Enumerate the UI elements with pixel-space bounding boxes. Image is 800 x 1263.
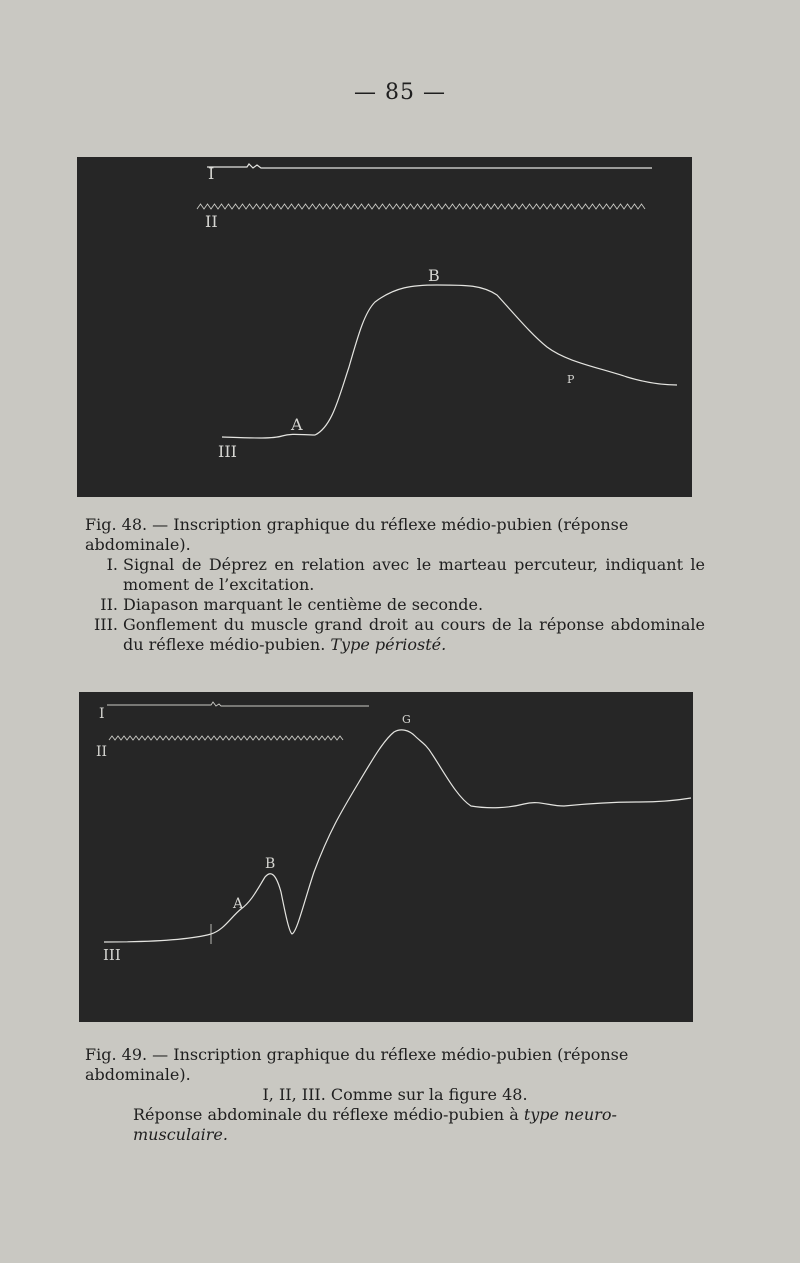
fig48-label-B: B — [428, 266, 440, 285]
fig49-caption-line-2: I, II, III. Comme sur la figure 48. — [262, 1085, 528, 1104]
figure-49-recording — [79, 692, 693, 1022]
fig49-caption-title: Fig. 49. — Inscription graphique du réflexe médio-pubien (réponse abdominale). — [85, 1045, 629, 1084]
caption-line-emphasis: type neuro-musculaire. — [133, 1105, 617, 1144]
caption-line-text: Réponse abdominale du réflexe médio-pubien à — [133, 1105, 519, 1124]
fig49-label-III: III — [103, 946, 121, 964]
fig48-label-II: II — [205, 212, 218, 231]
caption-item-text — [123, 615, 705, 655]
fig48-caption-item-1 — [85, 555, 705, 595]
fig49-signal-trace — [107, 702, 369, 706]
caption-item-emphasis: Type périosté. — [330, 635, 447, 654]
fig49-label-B: B — [265, 856, 276, 872]
fig48-caption-title: Fig. 48. — Inscription graphique du réflexe médio-pubien (réponse abdominale). — [85, 515, 629, 554]
fig48-label-A: A — [291, 415, 303, 434]
fig48-label-P: P — [567, 373, 575, 386]
caption-item-text: Diapason marquant le centième de seconde. — [123, 595, 484, 614]
fig48-diapason-trace — [197, 204, 645, 209]
caption-item-number: III. — [93, 615, 118, 634]
page-number: — 85 — — [354, 80, 446, 105]
fig49-label-II: II — [96, 744, 108, 760]
fig48-caption-item-2 — [85, 595, 705, 615]
figure-48-recording — [77, 157, 692, 497]
caption-item-text: Signal de Déprez en relation avec le marteau percuteur, indiquant le moment de l’excitation. — [123, 555, 705, 594]
fig49-label-I: I — [99, 706, 105, 722]
figure-49-caption — [85, 1045, 705, 1145]
figure-48-plate — [77, 157, 692, 497]
figure-48-caption — [85, 515, 705, 655]
fig49-caption-line-3 — [85, 1105, 705, 1145]
fig48-label-I: I — [208, 164, 215, 183]
fig49-muscle-curve — [104, 730, 691, 942]
figure-49-plate — [79, 692, 693, 1022]
fig48-label-III: III — [218, 442, 237, 461]
fig49-diapason-trace — [109, 736, 343, 740]
caption-item-text-plain: Gonflement du muscle grand droit au cours de la réponse abdominale du réflexe médio-pubien. — [123, 615, 705, 654]
fig49-label-G: G — [402, 713, 411, 726]
fig48-signal-trace — [207, 164, 652, 168]
fig49-label-A: A — [233, 896, 244, 912]
caption-item-number: II. — [100, 595, 118, 614]
fig48-caption-item-3 — [85, 615, 705, 655]
caption-item-number: I. — [106, 555, 118, 574]
